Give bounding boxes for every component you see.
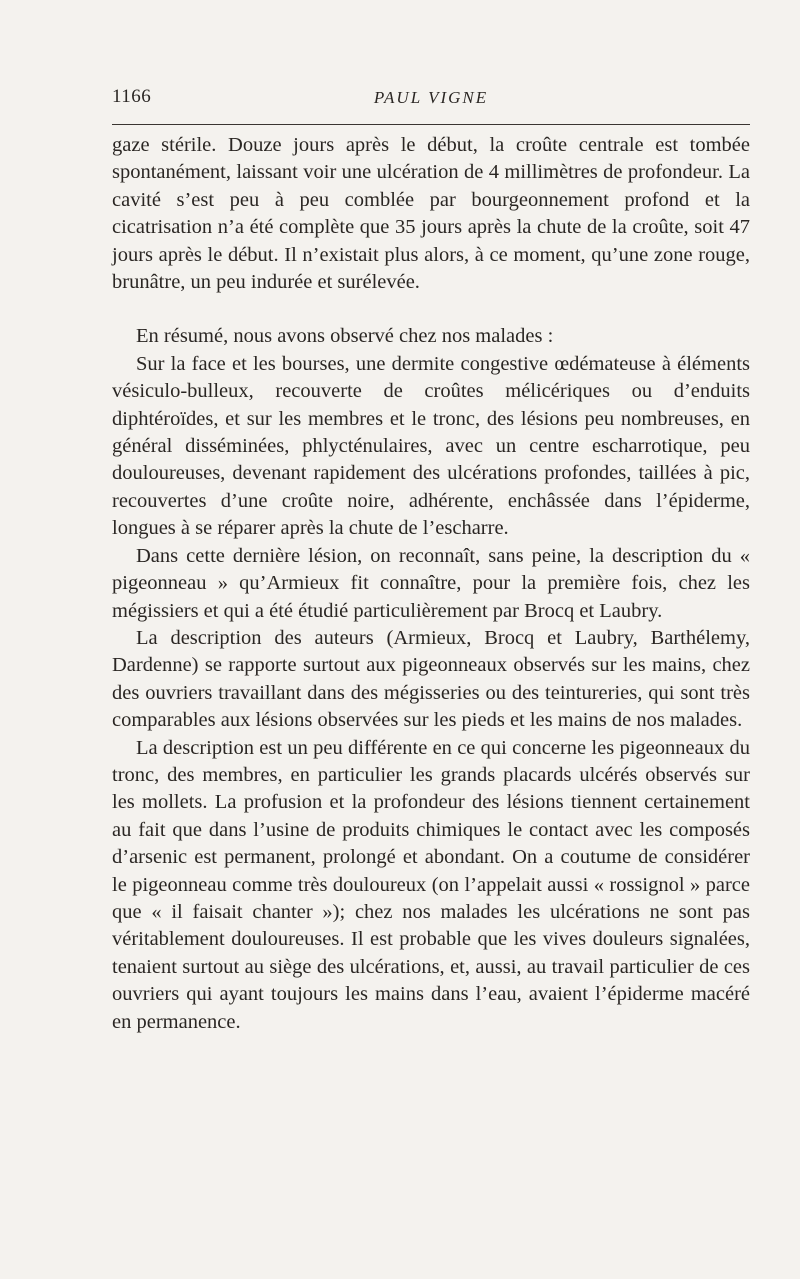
paragraph-continuation: gaze stérile. Douze jours après le début, la croûte centrale est tombée spontanément, laissant voir une ulcération de 4 millimètres de profondeur. La cavité s’est peu à peu comblée par bourgeonnement profond et la cicatrisation n’a été complète que 35 jours après la chute de la croûte, soit 47 jours après le début. Il n’existait plus alors, à ce moment, qu’une zone rouge, brunâtre, un peu indurée et surélevée. xyxy=(112,134,750,294)
paragraph-summary: Sur la face et les bourses, une dermite congestive œdémateuse à éléments vésiculo-bulleux, recouverte de croûtes mélicériques ou d’enduits diphtéroïdes, et sur les membres et le tronc, des lésions peu nombreuses, en général disséminées, phlycténulaires, avec un centre escharrotique, peu douloureuses, devenant rapidement des ulcérations profondes, taillées à pic, recouvertes d’une croûte noire, adhérente, enchâssée dans l’épiderme, longues à se réparer après la chute de l’escharre. xyxy=(112,352,750,540)
paragraph-authors: La description des auteurs (Armieux, Brocq et Laubry, Barthélemy, Dardenne) se rapporte surtout aux pigeonneaux observés sur les mains, chez des ouvriers travaillant dans des mégisseries ou des teintureries, qui sont très comparables aux lésions observées sur les pieds et les mains de nos malades. xyxy=(112,626,750,732)
body-text xyxy=(112,132,750,1036)
paragraph-pigeonneau: Dans cette dernière lésion, on reconnaît, sans peine, la description du « pigeonneau » qu’Armieux fit connaître, pour la première fois, chez les mégissiers et qui a été étudié particulièrement par Brocq et Laubry. xyxy=(112,544,750,622)
page-header xyxy=(112,86,750,116)
paragraph-summary-intro: En résumé, nous avons observé chez nos malades : xyxy=(136,325,554,348)
page-number: 1166 xyxy=(112,86,152,107)
paragraph-trunk-lesions: La description est un peu différente en ce qui concerne les pigeonneaux du tronc, des membres, en particulier les grands placards ulcérés observés sur les mollets. La profusion et la profondeur des lésions tiennent certainement au fait que dans l’usine de produits chimiques le contact avec les composés d’arsenic est permanent, prolongé et abondant. On a coutume de considérer le pigeonneau comme très douloureux (on l’appelait aussi « rossignol » parce que « il faisait chanter »); chez nos malades les ulcérations ne sont pas véritablement douloureuses. Il est probable que les vives douleurs signalées, tenaient surtout au siège des ulcérations, et, aussi, au travail particulier de ces ouvriers qui ayant toujours les mains dans l’eau, avaient l’épiderme macéré en permanence. xyxy=(112,736,750,1033)
header-rule xyxy=(112,124,750,125)
running-head: PAUL VIGNE xyxy=(373,88,489,107)
